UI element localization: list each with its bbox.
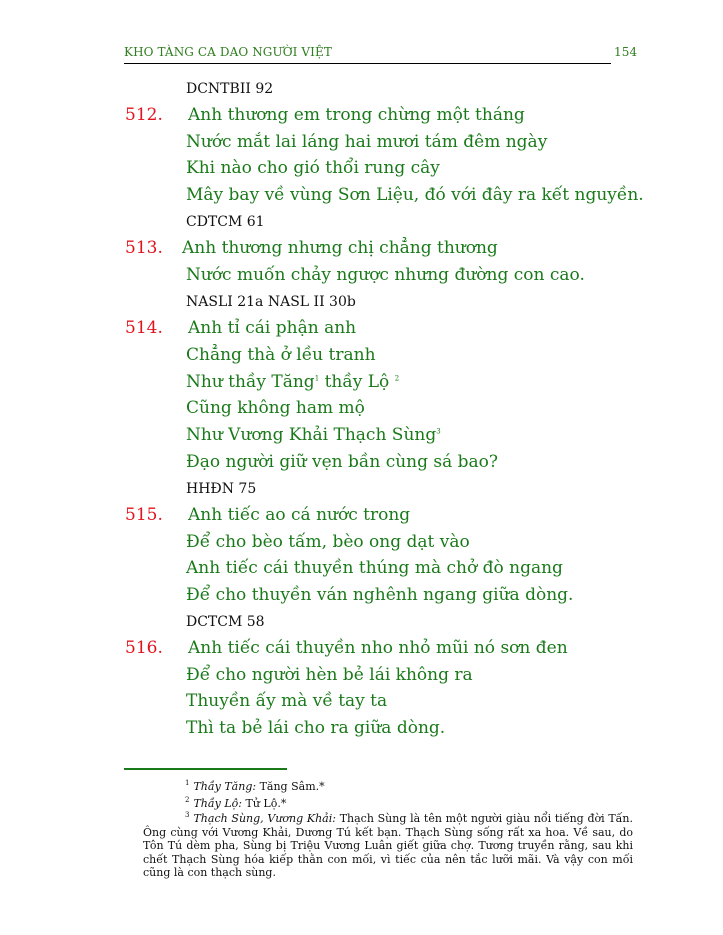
verse-line: Anh thương em trong chừng một tháng xyxy=(188,105,525,125)
verse-line: Để cho thuyền ván nghênh ngang giữa dòng. xyxy=(186,585,574,605)
verse-line: Để cho người hèn bẻ lái không ra xyxy=(186,665,473,685)
footnote xyxy=(185,780,325,793)
verse-text: Như Vương Khải Thạch Sùng xyxy=(186,425,437,445)
footnote xyxy=(185,797,286,810)
footnote-mark: 2 xyxy=(394,374,400,383)
verse-number: 512. xyxy=(125,105,163,125)
footnote-mark: 1 xyxy=(185,779,190,788)
verse-line: Để cho bèo tấm, bèo ong dạt vào xyxy=(186,532,470,552)
verse-line-with-footnote xyxy=(186,425,441,445)
header-rule xyxy=(124,63,611,64)
source-citation: DCNTBII 92 xyxy=(186,81,274,97)
footnote-term: Thầy Tăng: xyxy=(193,780,257,793)
source-citation: CDTCM 61 xyxy=(186,214,265,230)
verse-line: Anh thương nhưng chị chẳng thương xyxy=(182,238,498,258)
verse-line: Anh tiếc cái thuyền nho nhỏ mũi nó sơn đen xyxy=(188,638,568,658)
footnote-text: Tử Lộ.* xyxy=(245,797,287,810)
verse-line-with-footnotes xyxy=(186,372,399,392)
verse-line: Đạo người giữ vẹn bần cùng sá bao? xyxy=(186,452,499,472)
verse-text: Như thầy Tăng xyxy=(186,372,315,392)
footnote-rule xyxy=(124,768,287,770)
verse-line: Nước muốn chảy ngược nhưng đường con cao. xyxy=(186,265,585,285)
footnote-term: Thầy Lộ: xyxy=(193,797,242,810)
source-citation: NASLI 21a NASL II 30b xyxy=(186,294,356,310)
footnote-text: Thạch Sùng là tên một người giàu nổi tiếng đời Tấn. Ông cùng với Vương Khải, Dương Tú kết bạn. Thạch Sùng sống rất xa hoa. Về sau, do Tôn Tú dèm pha, Sùng bị Triệu Vương Luân giết giữa chợ. Tương truyền rằng, sau khi chết Thạch Sùng hóa kiếp thằn con mối, vì tiếc của nên tắc lưỡi mãi. Và vậy con mối cũng là con thạch sùng. xyxy=(143,812,634,879)
page-number: 154 xyxy=(614,45,638,59)
verse-line: Thì ta bẻ lái cho ra giữa dòng. xyxy=(186,718,446,738)
verse-line: Khi nào cho gió thổi rung cây xyxy=(186,158,440,178)
verse-number: 516. xyxy=(125,638,163,658)
footnote-mark: 3 xyxy=(185,811,190,820)
verse-text: thầy Lộ xyxy=(324,372,390,392)
source-citation: DCTCM 58 xyxy=(186,614,265,630)
verse-line: Thuyền ấy mà về tay ta xyxy=(186,691,388,711)
verse-line: Anh tiếc cái thuyền thúng mà chở đò ngang xyxy=(186,558,563,578)
verse-line: Anh tỉ cái phận anh xyxy=(188,318,357,338)
footnote xyxy=(143,812,633,880)
verse-number: 513. xyxy=(125,238,163,258)
verse-line: Nước mắt lai láng hai mươi tám đêm ngày xyxy=(186,132,548,152)
verse-line: Mây bay về vùng Sơn Liệu, đó với đây ra kết nguyền. xyxy=(186,185,644,205)
verse-line: Chẳng thà ở lều tranh xyxy=(186,345,376,365)
running-header-title: KHO TÀNG CA DAO NGƯỜI VIỆT xyxy=(124,45,332,59)
footnote-text: Tăng Sâm.* xyxy=(259,780,325,793)
verse-number: 514. xyxy=(125,318,163,338)
source-citation: HHĐN 75 xyxy=(186,481,257,497)
verse-line: Anh tiếc ao cá nước trong xyxy=(188,505,411,525)
footnote-term: Thạch Sùng, Vương Khải: xyxy=(193,812,336,825)
footnote-mark: 1 xyxy=(314,374,320,383)
footnote-mark: 2 xyxy=(185,796,190,805)
verse-number: 515. xyxy=(125,505,163,525)
footnote-mark: 3 xyxy=(436,427,441,436)
verse-line: Cũng không ham mộ xyxy=(186,398,365,418)
